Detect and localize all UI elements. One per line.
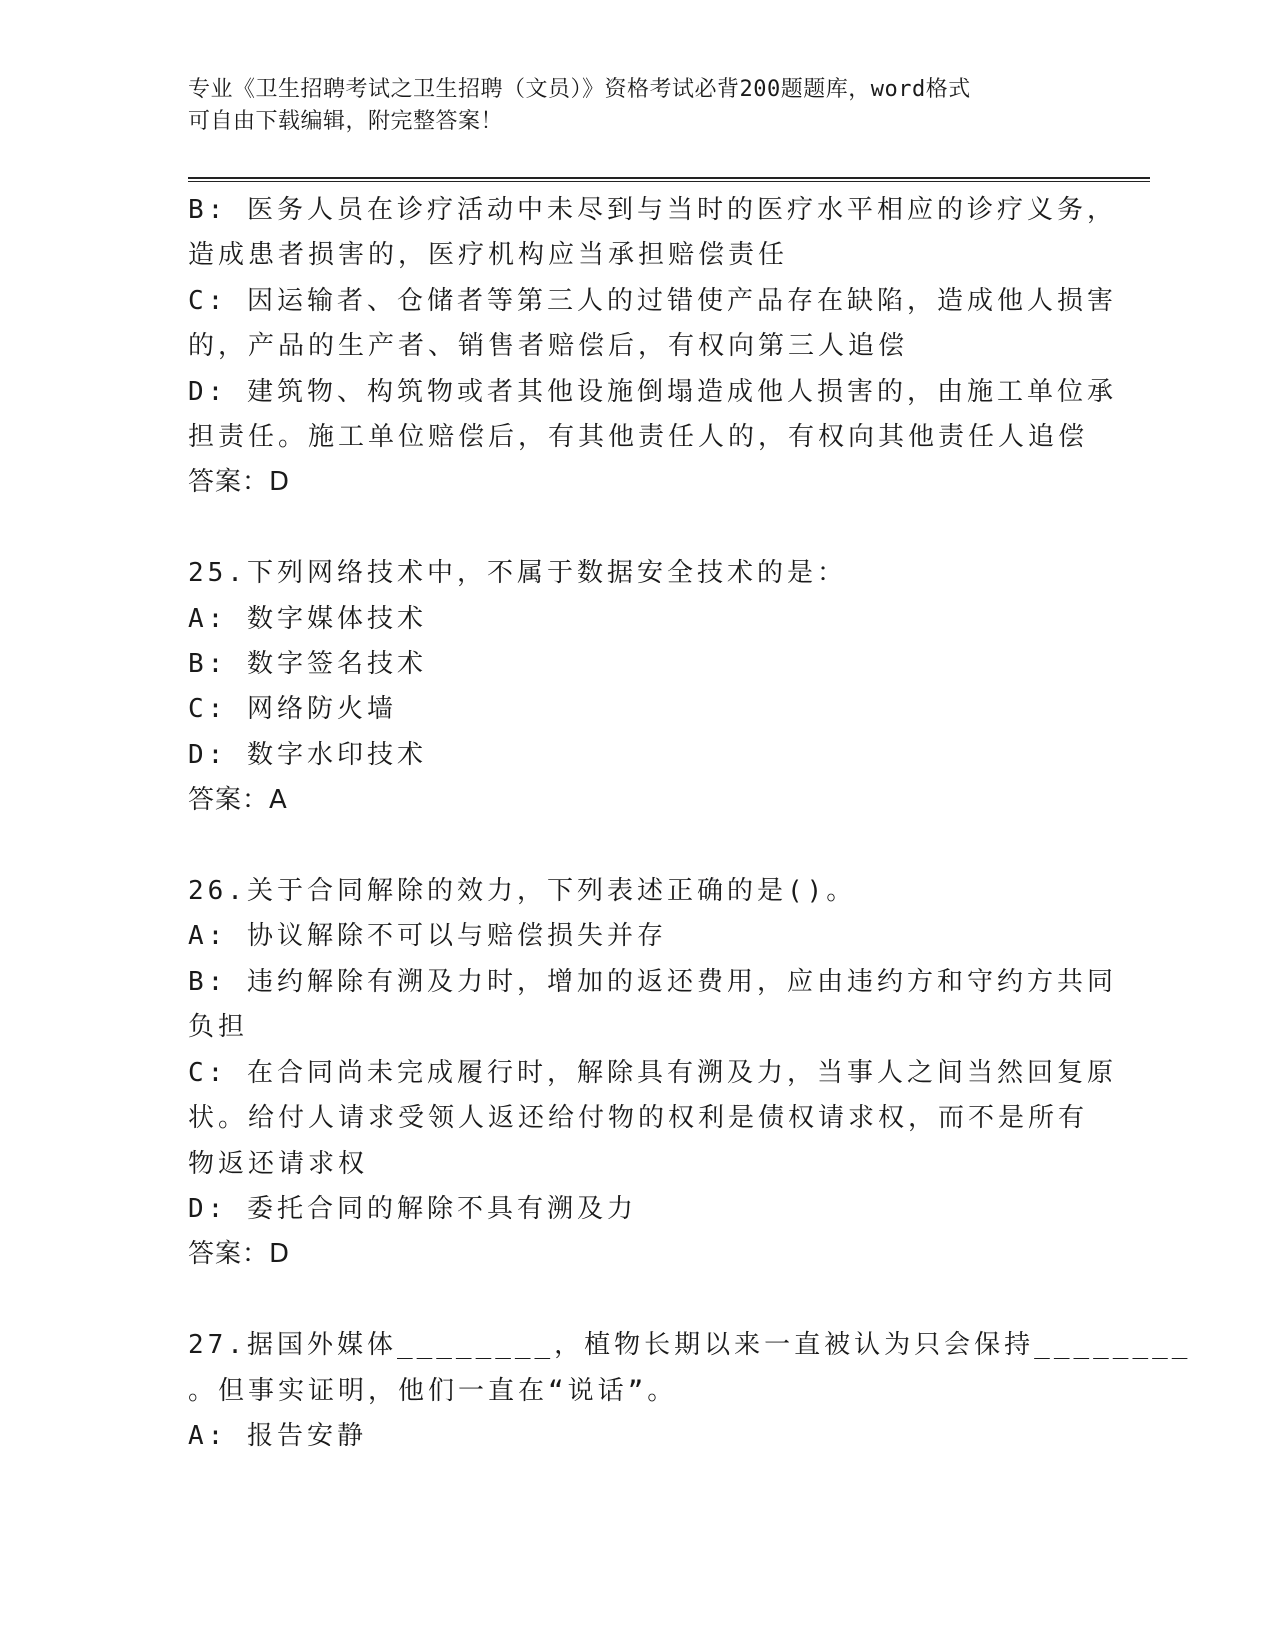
q24-answer: 答案：D: [188, 467, 291, 498]
q25-option-d: D: 数字水印技术: [188, 739, 427, 770]
spacer: [188, 824, 1068, 869]
q26-option-c-line-2: 状。给付人请求受领人返还给付物的权利是债权请求权，而不是所有: [188, 1103, 1089, 1134]
q25-option-c: C: 网络防火墙: [188, 694, 397, 725]
q26-option-b-line-2: 负担: [188, 1012, 249, 1043]
spacer: [188, 1278, 1068, 1323]
page-header: [188, 74, 1068, 138]
q24-option-b-line-2: 造成患者损害的，医疗机构应当承担赔偿责任: [188, 240, 789, 271]
header-divider: [188, 177, 1150, 182]
q24-option-c-line-1: C: 因运输者、仓储者等第三人的过错使产品存在缺陷，造成他人损害: [188, 285, 1117, 316]
q25-stem: 25.下列网络技术中，不属于数据安全技术的是：: [188, 558, 847, 589]
q26-stem: 26.关于合同解除的效力，下列表述正确的是()。: [188, 876, 857, 907]
q26-option-c-line-3: 物返还请求权: [188, 1148, 369, 1179]
q24-option-c-line-2: 的，产品的生产者、销售者赔偿后，有权向第三人追偿: [188, 331, 909, 362]
header-line-1: 专业《卫生招聘考试之卫生招聘（文员）》资格考试必背200题题库，word格式: [188, 77, 971, 102]
q25-answer: 答案：A: [188, 785, 288, 816]
q27-stem-line-1: 27.据国外媒体________，植物长期以来一直被认为只会保持________: [188, 1330, 1192, 1361]
question-25: [188, 551, 1068, 823]
q25-option-b: B: 数字签名技术: [188, 649, 427, 680]
question-24: [188, 188, 1117, 506]
q26-option-c-line-1: C: 在合同尚未完成履行时，解除具有溯及力，当事人之间当然回复原: [188, 1057, 1117, 1088]
q26-option-d: D: 委托合同的解除不具有溯及力: [188, 1193, 637, 1224]
q24-option-b-line-1: B: 医务人员在诊疗活动中未尽到与当时的医疗水平相应的诊疗义务，: [188, 195, 1117, 225]
question-27: [188, 1323, 1192, 1459]
q25-option-a: A: 数字媒体技术: [188, 603, 427, 634]
document-body: [188, 188, 1192, 1459]
q24-option-d-line-1: D: 建筑物、构筑物或者其他设施倒塌造成他人损害的，由施工单位承: [188, 376, 1117, 407]
header-line-2: 可自由下载编辑，附完整答案！: [188, 109, 504, 134]
spacer: [188, 506, 1068, 551]
q27-option-a: A: 报告安静: [188, 1420, 367, 1451]
q26-answer: 答案：D: [188, 1239, 291, 1270]
q27-stem-line-2: 。但事实证明，他们一直在“说话”。: [188, 1375, 678, 1406]
q26-option-a: A: 协议解除不可以与赔偿损失并存: [188, 921, 667, 952]
q24-option-d-line-2: 担责任。施工单位赔偿后，有其他责任人的，有权向其他责任人追偿: [188, 422, 1089, 453]
question-26: [188, 869, 1117, 1278]
q26-option-b-line-1: B: 违约解除有溯及力时，增加的返还费用，应由违约方和守约方共同: [188, 966, 1117, 997]
